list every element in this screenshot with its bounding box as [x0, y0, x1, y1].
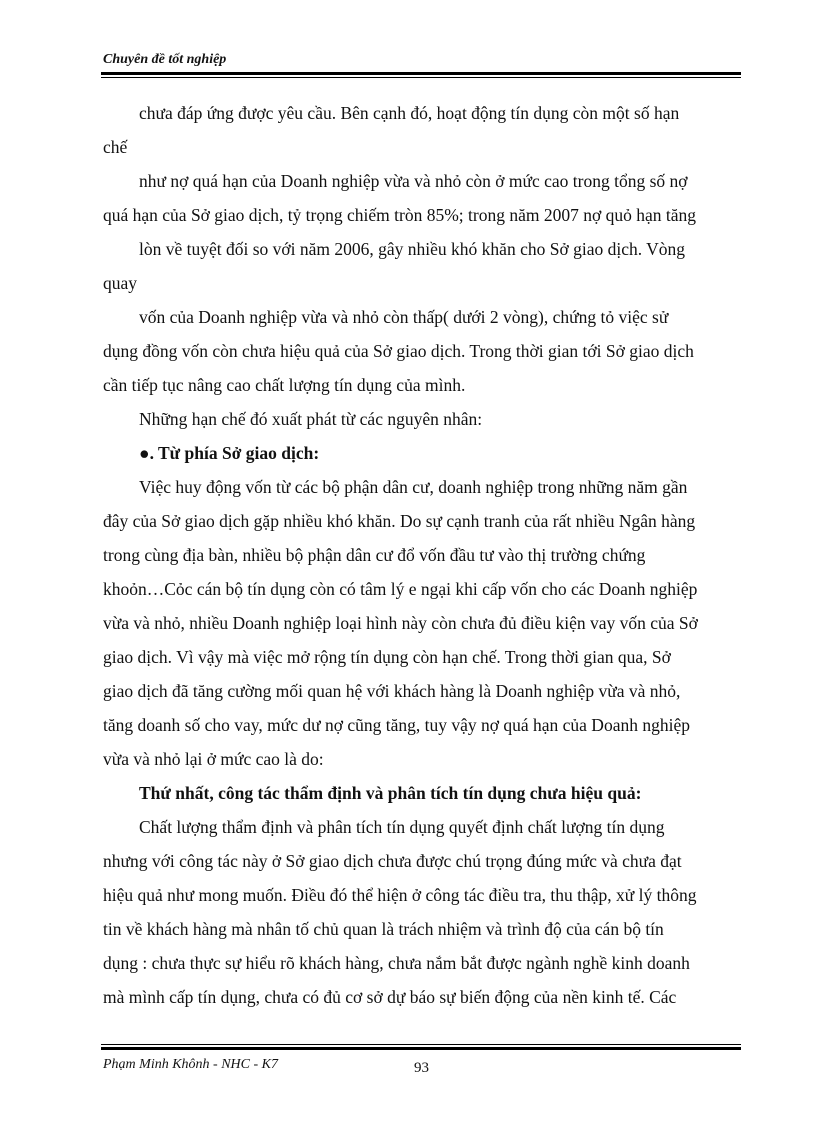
page-number: 93 — [414, 1060, 429, 1076]
page-body — [103, 96, 741, 1014]
text-line: lòn về tuyệt đối so với năm 2006, gây nhiều khó khăn cho Sở giao dịch. Vòng — [139, 239, 686, 259]
text-line: tăng doanh số cho vay, mức dư nợ cũng tăng, tuy vậy nợ quá hạn của Doanh nghiệp — [103, 715, 690, 735]
text-line: vừa và nhỏ, nhiều Doanh nghiệp loại hình này còn chưa đủ điều kiện vay vốn của Sở — [103, 613, 698, 633]
text-line: Việc huy động vốn từ các bộ phận dân cư, doanh nghiệp trong những năm gần — [139, 477, 688, 497]
text-line: chưa đáp ứng được yêu cầu. Bên cạnh đó, hoạt động tín dụng còn một số hạn — [139, 103, 680, 123]
text-line: quá hạn của Sở giao dịch, tỷ trọng chiếm tròn 85%; trong năm 2007 nợ quỏ hạn tăng — [103, 205, 696, 225]
text-line: quay — [103, 273, 138, 293]
header-rule-thin — [101, 77, 741, 78]
header-rule — [101, 72, 741, 75]
text-line: khoỏn…Cỏc cán bộ tín dụng còn có tâm lý e ngại khi cấp vốn cho các Doanh nghiệp — [103, 579, 698, 599]
footer-author: Phạm Minh Khônh - NHC - K7 — [103, 1057, 278, 1072]
footer-rule — [101, 1047, 741, 1050]
text-line: dụng : chưa thực sự hiểu rõ khách hàng, chưa nắm bắt được ngành nghề kinh doanh — [103, 953, 690, 973]
text-line: nhưng với công tác này ở Sở giao dịch chưa được chú trọng đúng mức và chưa đạt — [103, 851, 682, 871]
text-line: cần tiếp tục nâng cao chất lượng tín dụng của mình. — [103, 375, 466, 395]
section-heading: Thứ nhất, công tác thẩm định và phân tích tín dụng chưa hiệu quả: — [139, 783, 642, 803]
text-line: giao dịch đã tăng cường mối quan hệ với khách hàng là Doanh nghiệp vừa và nhỏ, — [103, 681, 681, 701]
text-line: Chất lượng thẩm định và phân tích tín dụng quyết định chất lượng tín dụng — [139, 817, 665, 837]
running-header-title: Chuyên đề tốt nghiệp — [103, 52, 227, 67]
footer-rule-thin — [101, 1044, 741, 1045]
text-line: hiệu quả như mong muốn. Điều đó thể hiện ở công tác điều tra, thu thập, xử lý thông — [103, 885, 697, 905]
text-line: chế — [103, 137, 128, 157]
text-line: tin về khách hàng mà nhân tố chủ quan là trách nhiệm và trình độ của cán bộ tín — [103, 919, 664, 939]
text-line: Những hạn chế đó xuất phát từ các nguyên nhân: — [139, 409, 483, 429]
text-line: giao dịch. Vì vậy mà việc mở rộng tín dụng còn hạn chế. Trong thời gian qua, Sở — [103, 647, 671, 667]
text-line: mà mình cấp tín dụng, chưa có đủ cơ sở dự báo sự biến động của nền kinh tế. Các — [103, 987, 677, 1007]
section-heading-bullet: ●. Từ phía Sở giao dịch: — [139, 443, 320, 463]
text-line: vốn của Doanh nghiệp vừa và nhỏ còn thấp( dưới 2 vòng), chứng tỏ việc sử — [139, 307, 669, 327]
text-line: như nợ quá hạn của Doanh nghiệp vừa và nhỏ còn ở mức cao trong tổng số nợ — [139, 171, 688, 191]
text-line: trong cùng địa bàn, nhiều bộ phận dân cư đổ vốn đầu tư vào thị trường chứng — [103, 545, 646, 565]
text-line: dụng đồng vốn còn chưa hiệu quả của Sở giao dịch. Trong thời gian tới Sở giao dịch — [103, 341, 694, 361]
text-line: vừa và nhỏ lại ở mức cao là do: — [103, 749, 324, 769]
text-line: đây của Sở giao dịch gặp nhiều khó khăn. Do sự cạnh tranh của rất nhiều Ngân hàng — [103, 511, 696, 531]
